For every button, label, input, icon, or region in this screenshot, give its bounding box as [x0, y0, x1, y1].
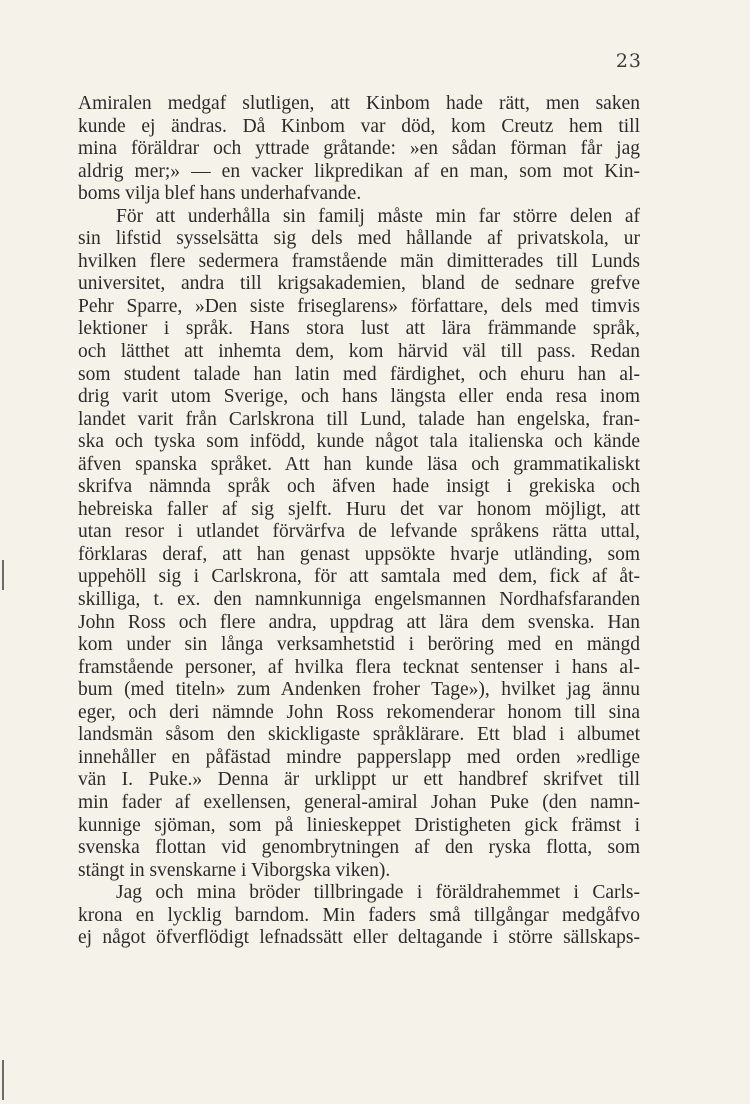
text-line: bum (med titeln» zum Andenken froher Tage»), hvilket jag ännu [78, 679, 640, 701]
page-edge-mark-top [2, 560, 4, 590]
text-line: skrifva nämnda språk och äfven hade insigt i grekiska och [78, 476, 640, 498]
text-line: eger, och deri nämnde John Ross rekomenderar honom till sina [78, 701, 640, 723]
text-line: lektioner i språk. Hans stora lust att lära främmande språk, [78, 318, 640, 340]
text-line: boms vilja blef hans underhafvande. [78, 183, 362, 205]
text-line: aldrig mer;» — en vacker likpredikan af en man, som mot Kin- [78, 160, 640, 182]
text-line: kunnige sjöman, som på linieskeppet Dristigheten gick främst i [78, 814, 640, 836]
text-line: universitet, andra till krigsakademien, bland de sednare grefve [78, 273, 640, 295]
text-line: kom under sin långa verksamhetstid i beröring med en mängd [78, 634, 640, 656]
text-line: ej något öfverflödigt lefnadssätt eller deltagande i större sällskaps- [78, 927, 640, 949]
text-line: svenska flottan vid genombrytningen af den ryska flotta, som [78, 837, 640, 859]
page-edge-mark-bottom [2, 1060, 4, 1100]
text-line: utan resor i utlandet förvärfva de lefvande språkens rätta uttal, [78, 521, 640, 543]
text-line: äfven spanska språket. Att han kunde läsa och grammatikaliskt [78, 453, 640, 475]
text-line: landsmän såsom den skickligaste språklärare. Ett blad i albumet [78, 724, 640, 746]
text-line: sin lifstid sysselsätta sig dels med hållande af privatskola, ur [78, 228, 640, 250]
text-line: som student talade han latin med färdighet, och ehuru han al- [78, 363, 640, 385]
text-line: krona en lycklig barndom. Min faders små tillgångar medgåfvo [78, 904, 640, 926]
text-line: landet varit från Carlskrona till Lund, talade han engelska, fran- [78, 408, 640, 430]
text-line: ska och tyska som infödd, kunde något tala italienska och kände [78, 431, 640, 453]
text-line: För att underhålla sin familj måste min far större delen af [116, 205, 640, 227]
page-number: 23 [615, 50, 642, 72]
text-line: Pehr Sparre, »Den siste friseglarens» författare, dels med timvis [78, 295, 640, 317]
text-line: framstående personer, af hvilka flera tecknat sentenser i hans al- [78, 656, 640, 678]
text-line: mina föräldrar och yttrade gråtande: »en sådan förman får jag [78, 138, 640, 160]
text-line: John Ross och flere andra, uppdrag att lära dem svenska. Han [78, 611, 640, 633]
text-line: hvilken flere sedermera framstående män dimitterades till Lunds [78, 250, 640, 272]
text-line: Amiralen medgaf slutligen, att Kinbom hade rätt, men saken [78, 93, 640, 114]
text-line: innehåller en påfästad mindre papperslapp med orden »redlige [78, 746, 640, 768]
text-line: stängt in svenskarne i Viborgska viken). [78, 859, 391, 881]
text-line: Jag och mina bröder tillbringade i föräldrahemmet i Carls- [116, 882, 640, 904]
text-line: och lätthet att inhemta dem, kom härvid väl till pass. Redan [78, 341, 640, 363]
text-line: förklaras deraf, att han genast uppsökte hvarje utländing, som [78, 543, 640, 565]
text-line: min fader af exellensen, general-amiral Johan Puke (den namn- [78, 791, 640, 813]
text-line: hebreiska faller af sig sjelft. Huru det var honom möjligt, att [78, 498, 640, 520]
body-text [78, 93, 640, 950]
text-line: skilliga, t. ex. den namnkunniga engelsmannen Nordhafsfaranden [78, 589, 640, 611]
text-line: kunde ej ändras. Då Kinbom var död, kom Creutz hem till [78, 115, 640, 137]
text-line: vän I. Puke.» Denna är urklippt ur ett handbref skrifvet till [78, 769, 640, 791]
text-line: uppehöll sig i Carlskrona, för att samtala med dem, fick af åt- [78, 566, 640, 588]
text-line: drig varit utom Sverige, och hans längsta eller enda resa inom [78, 386, 640, 408]
